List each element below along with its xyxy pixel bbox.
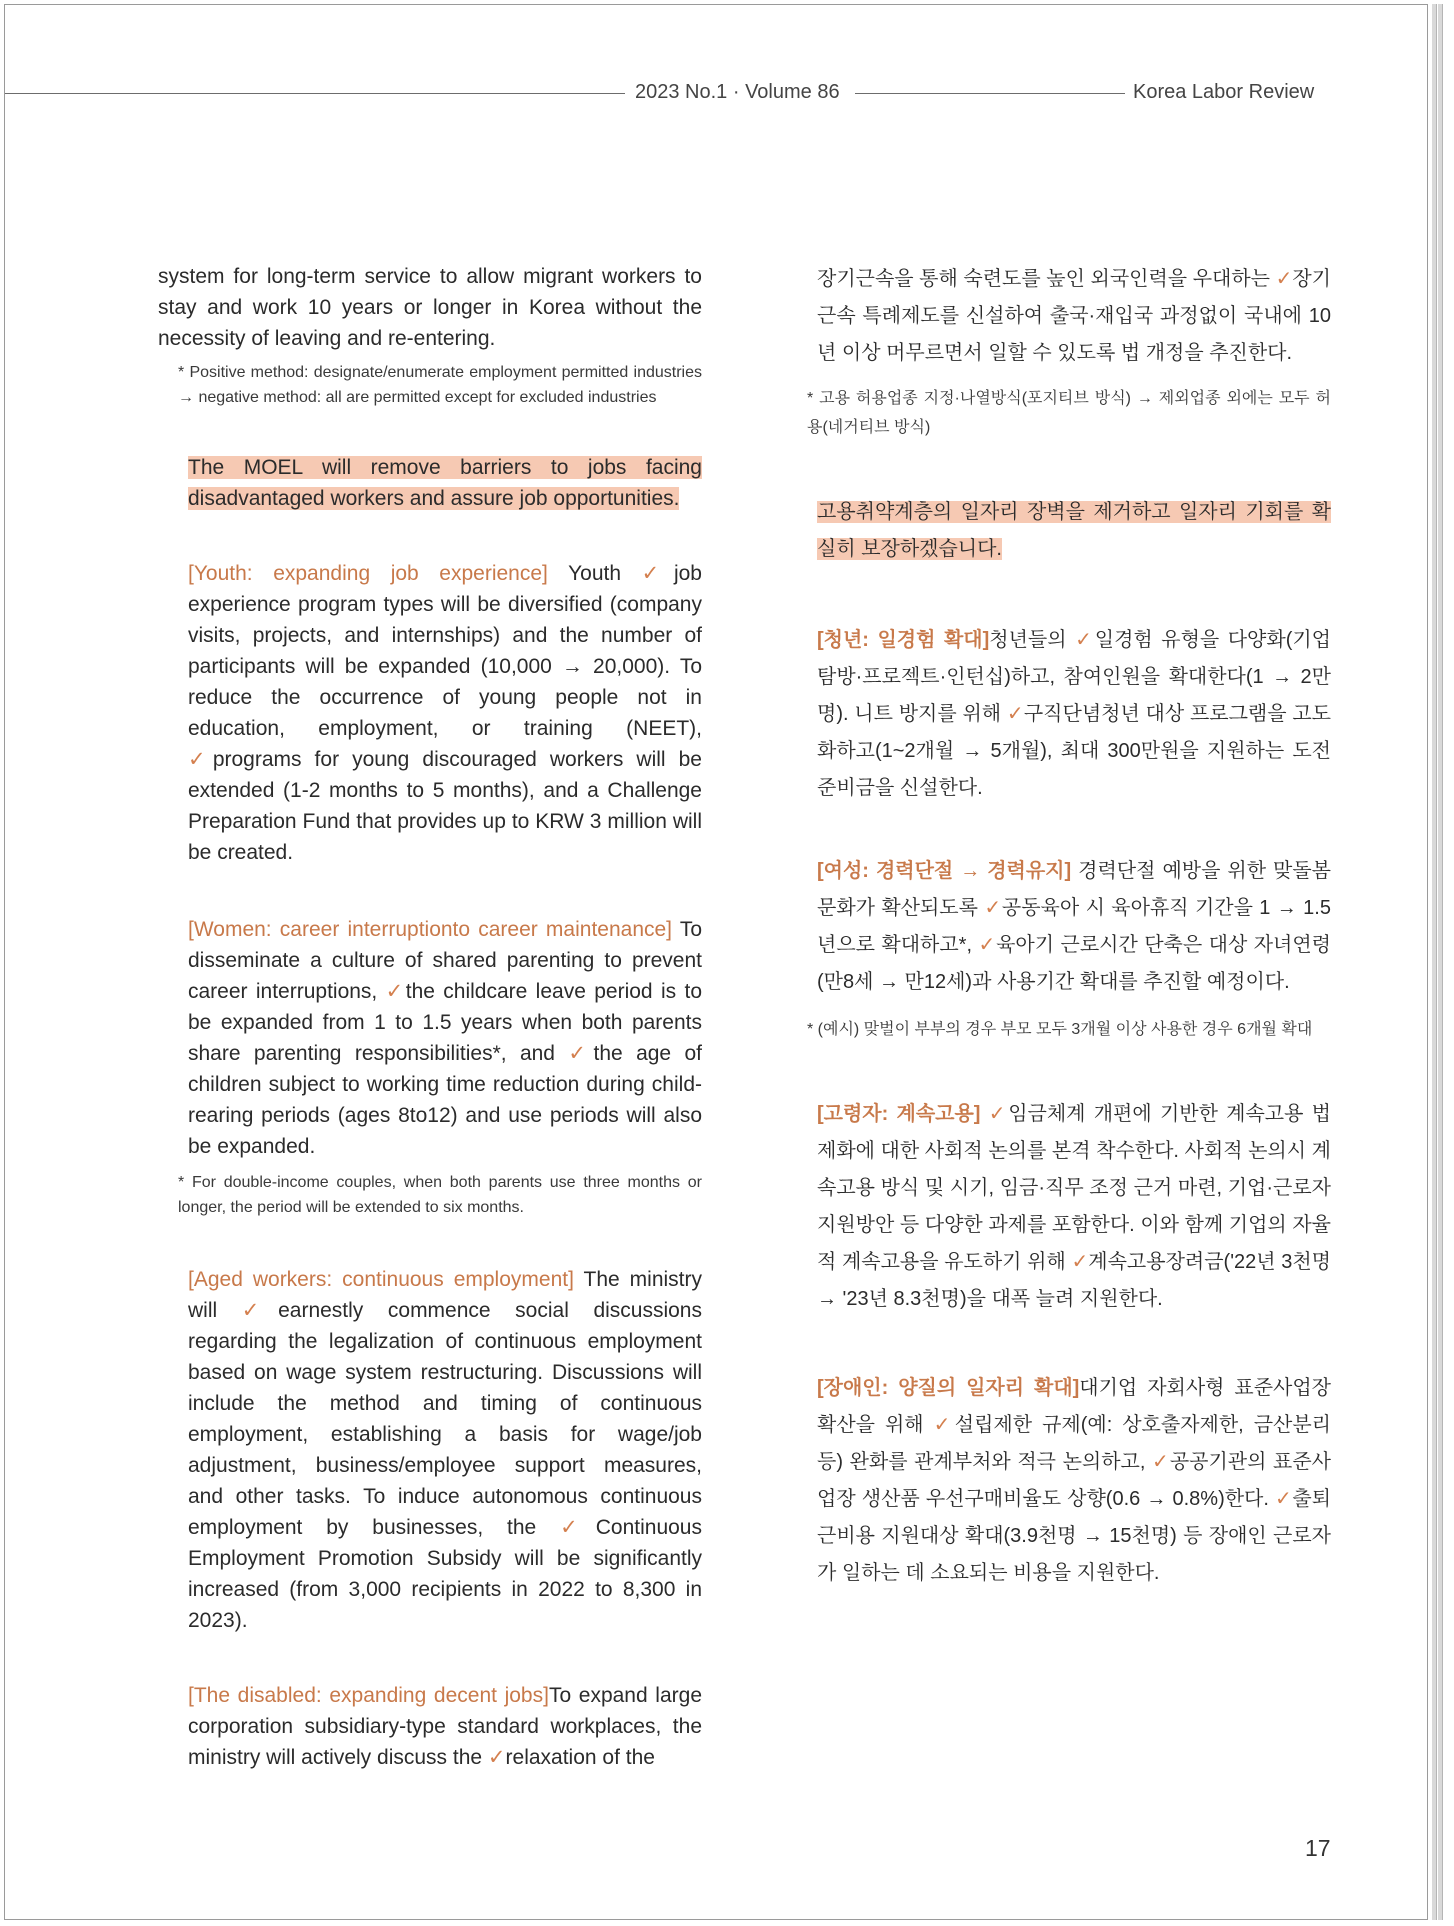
- body-text: To expand large corporation subsidiary-type standard workplaces, the ministry will actively discuss the: [188, 1684, 702, 1769]
- body-text: 육아기 근로시간 단축은 대상 자녀연령(만8세 → 만12세)과 사용기간 확대를 추진할 예정이다.: [817, 934, 1331, 993]
- body-text: Youth: [547, 562, 642, 585]
- section-tag: [Aged workers: continuous employment]: [188, 1268, 574, 1291]
- section-tag-ko: [고령자: 계속고용]: [817, 1103, 981, 1125]
- check-icon: ✓: [641, 562, 674, 585]
- body-text: 일경험 유형을 다양화(기업탐방·프로젝트·인턴십)하고, 참여인원을 확대한다(1 → 2만명). 니트 방지를 위해: [817, 629, 1331, 725]
- section-tag-ko: [장애인: 양질의 일자리 확대]: [817, 1377, 1080, 1399]
- body-text: 대기업 자회사형 표준사업장 확산을 위해: [817, 1377, 1331, 1436]
- check-icon: ✓: [1006, 703, 1024, 725]
- body-text: the childcare leave period is to be expanded from 1 to 1.5 years when both parents share parenting responsibilities*, and: [188, 980, 702, 1065]
- body-text: [980, 1103, 988, 1125]
- body-text: programs for young discouraged workers will be extended (1-2 months to 5 months), and a Challenge Preparation Fund that provides up to KRW 3 million will be created.: [188, 748, 702, 864]
- check-icon: ✓: [933, 1414, 955, 1436]
- body-text: 설립제한 규제(예: 상호출자제한, 금산분리 등) 완화를 관계부처와 적극 논의하고,: [817, 1414, 1331, 1473]
- journal-title: Korea Labor Review: [1133, 81, 1315, 103]
- section-disabled-ko: [787, 1370, 1331, 1592]
- check-icon: ✓: [560, 1516, 596, 1539]
- korean-column: [787, 261, 1331, 1592]
- body-text: 임금체계 개편에 기반한 계속고용 법제화에 대한 사회적 논의를 본격 착수한다. 사회적 논의시 계속고용 방식 및 시기, 임금·직무 조정 근거 마련, 기업·근로자 지원방안 등 다양한 과제를 포함한다. 이와 함께 기업의 자율적 계속고용을 유도하기 위해: [817, 1103, 1332, 1273]
- footnote: * Positive method: designate/enumerate employment permitted industries → negative method: all are permitted except for excluded industries: [178, 364, 702, 406]
- footnote-ko: * (예시) 맞벌이 부부의 경우 부모 모두 3개월 이상 사용한 경우 6개월 확대: [807, 1021, 1313, 1038]
- section-tag: [Youth: expanding job experience]: [188, 562, 548, 585]
- check-icon: ✓: [188, 748, 213, 771]
- page-stack-edge: [1432, 4, 1437, 1920]
- section-disabled: [158, 1680, 702, 1773]
- intro-paragraph: system for long-term service to allow migrant workers to stay and work 10 years or longer in Korea without the necessity of leaving and re-entering.: [158, 265, 702, 350]
- section-tag-ko: [청년: 일경험 확대]: [817, 629, 990, 651]
- check-icon: ✓: [568, 1042, 594, 1065]
- body-text: relaxation of the: [505, 1746, 655, 1769]
- section-youth: [158, 558, 702, 868]
- body-text: the age of children subject to working time reduction during child-rearing periods (ages 8to12) and use periods will also be expanded.: [188, 1042, 702, 1158]
- body-text: To disseminate a culture of shared parenting to prevent career interruptions,: [188, 918, 702, 1003]
- section-women-ko: [787, 853, 1331, 1001]
- body-text: 장기근속을 통해 숙련도를 높인 외국인력을 우대하는: [817, 268, 1276, 290]
- section-tag-ko: [여성: 경력단절 → 경력유지]: [817, 860, 1072, 882]
- check-icon: ✓: [1071, 1251, 1089, 1273]
- check-icon: ✓: [385, 980, 406, 1003]
- document-page: [4, 4, 1428, 1920]
- header-rule-left: [5, 93, 625, 94]
- body-text: 구직단념청년 대상 프로그램을 고도화하고(1~2개월 → 5개월), 최대 300만원을 지원하는 도전준비금을 신설한다.: [817, 703, 1331, 799]
- highlight-text-ko: 고용취약계층의 일자리 장벽을 제거하고 일자리 기회를 확실히 보장하겠습니다.: [817, 501, 1331, 560]
- highlight-text: The MOEL will remove barriers to jobs facing disadvantaged workers and assure job opportunities.: [188, 456, 702, 510]
- section-tag: [The disabled: expanding decent jobs]: [188, 1684, 549, 1707]
- body-text: 장기근속 특례제도를 신설하여 출국·재입국 과정없이 국내에 10년 이상 머무르면서 일할 수 있도록 법 개정을 추진한다.: [817, 268, 1331, 364]
- section-aged: [158, 1264, 702, 1636]
- check-icon: ✓: [1152, 1451, 1170, 1473]
- intro-paragraph-ko: [787, 261, 1331, 372]
- body-text: earnestly commence social discussions regarding the legalization of continuous employment based on wage system restructuring. Discussions will include the method and timing of continuous employment, establishing a basis for wage/job adjustment, business/employee support measures, and other tasks. To induce autonomous continuous employment by businesses, the: [188, 1299, 702, 1539]
- english-column: [158, 261, 702, 1773]
- body-text: 출퇴근비용 지원대상 확대(3.9천명 → 15천명) 등 장애인 근로자가 일하는 데 소요되는 비용을 지원한다.: [817, 1488, 1331, 1584]
- header-rule-middle: [855, 93, 1125, 94]
- section-women: [158, 914, 702, 1162]
- section-youth-ko: [787, 622, 1331, 807]
- footnote-ko: * 고용 허용업종 지정·나열방식(포지티브 방식) → 제외업종 외에는 모두 허용(네거티브 방식): [807, 390, 1331, 436]
- body-text: 계속고용장려금('22년 3천명 → '23년 8.3천명)을 대폭 늘려 지원한다.: [817, 1251, 1331, 1310]
- body-text: job experience program types will be diversified (company visits, projects, and internships) and the number of participants will be expanded (10,000 → 20,000). To reduce the occurrence of young people not in education, employment, or training (NEET),: [188, 562, 702, 740]
- body-text: 청년들의: [989, 629, 1076, 651]
- highlight-statement: [158, 452, 702, 514]
- section-aged-ko: [787, 1096, 1331, 1318]
- check-icon: ✓: [487, 1746, 506, 1769]
- check-icon: ✓: [988, 1103, 1009, 1125]
- body-text: 공동육아 시 육아휴직 기간을 1 → 1.5년으로 확대하고*,: [817, 897, 1331, 956]
- body-text: 경력단절 예방을 위한 맞돌봄 문화가 확산되도록: [817, 860, 1331, 919]
- check-icon: ✓: [1275, 1488, 1293, 1510]
- body-text: 공공기관의 표준사업장 생산품 우선구매비율도 상향(0.6 → 0.8%)한다.: [817, 1451, 1331, 1510]
- check-icon: ✓: [984, 897, 1002, 919]
- footnote: * For double-income couples, when both parents use three months or longer, the period will be extended to six months.: [178, 1174, 702, 1216]
- check-icon: ✓: [978, 934, 997, 956]
- section-tag: [Women: career interruptionto career maintenance]: [188, 918, 673, 941]
- body-text: Continuous Employment Promotion Subsidy will be significantly increased (from 3,000 recipients in 2022 to 8,300 in 2023).: [188, 1516, 702, 1632]
- issue-label: 2023 No.1 · Volume 86: [635, 81, 840, 103]
- body-text: The ministry will: [188, 1268, 702, 1322]
- page-stack-edge: [1438, 4, 1443, 1920]
- check-icon: ✓: [1275, 268, 1293, 290]
- highlight-statement-ko: [787, 494, 1331, 568]
- page-number: 17: [1305, 1835, 1331, 1861]
- check-icon: ✓: [241, 1299, 279, 1322]
- check-icon: ✓: [1075, 629, 1095, 651]
